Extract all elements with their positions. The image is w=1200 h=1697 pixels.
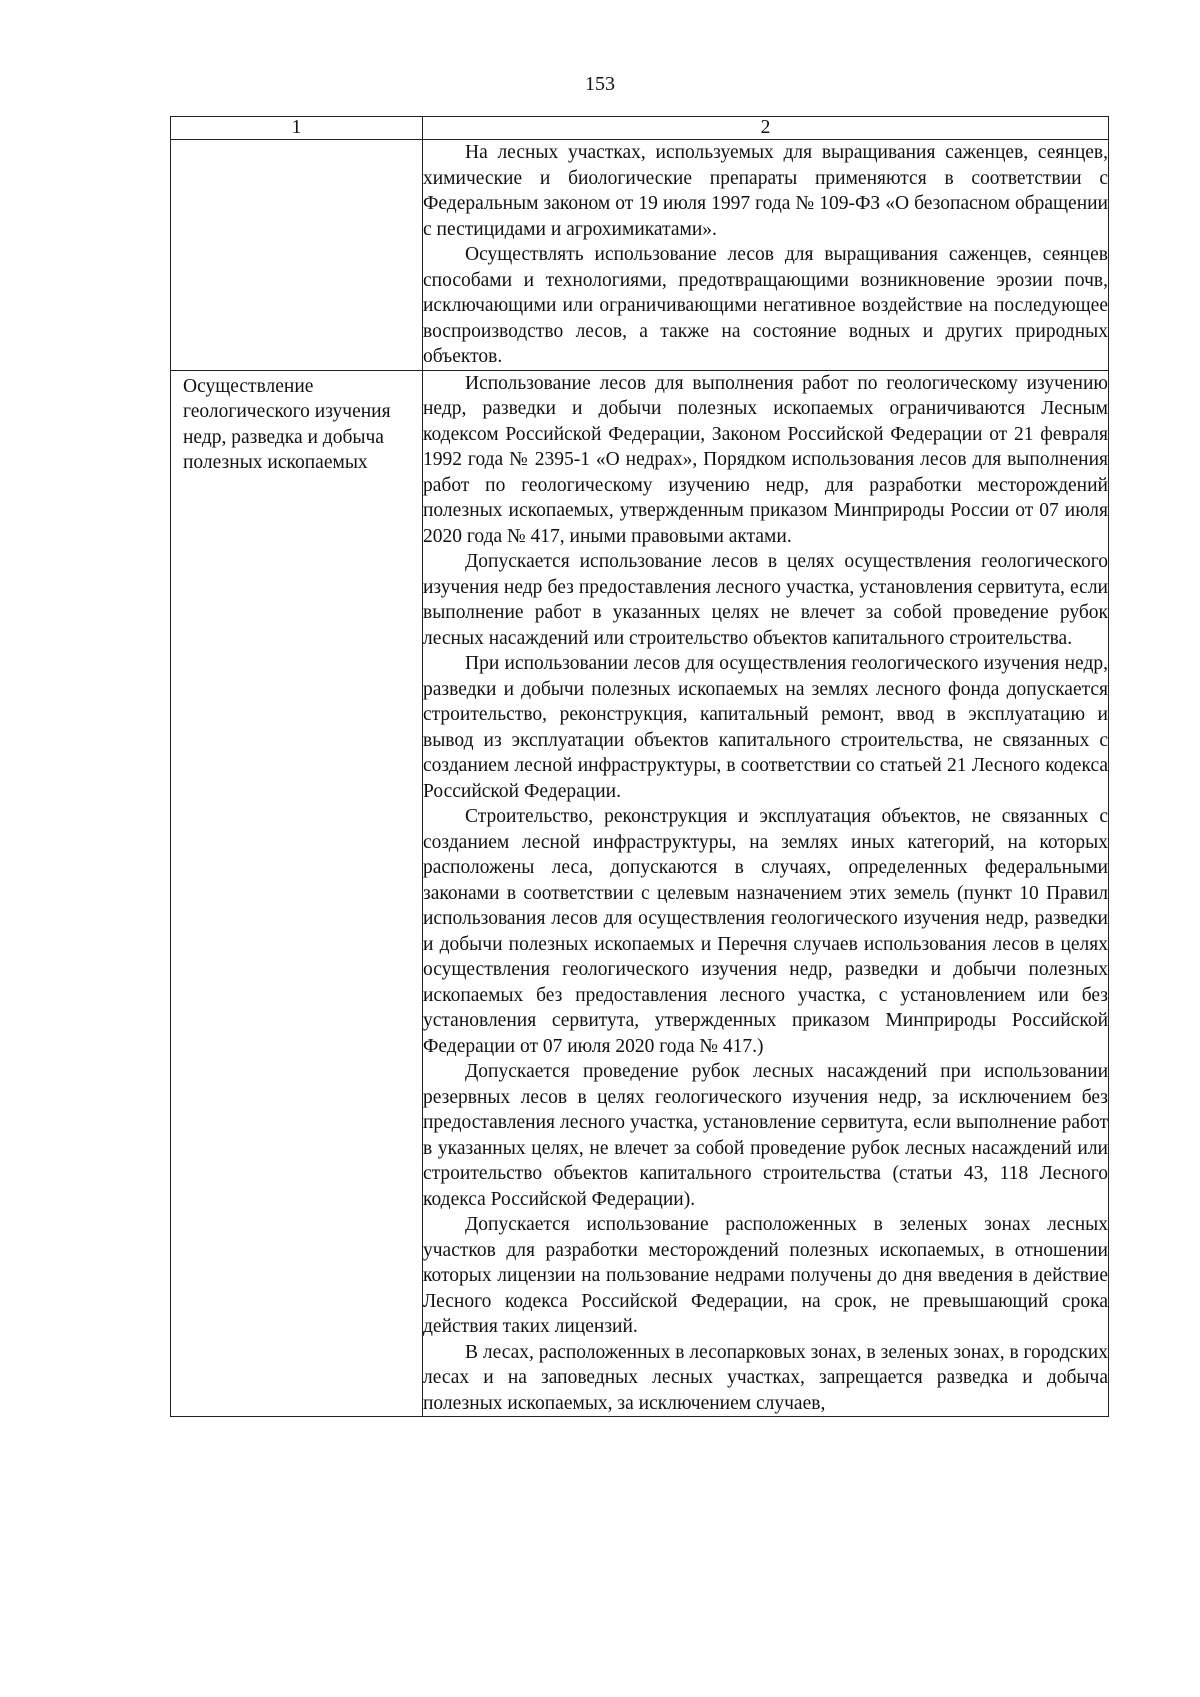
document-table	[170, 116, 1109, 1417]
paragraph: Допускается использование расположенных в зеленых зонах лесных участков для разработки месторождений полезных ископаемых, в отношении которых лицензии на пользование недрами получены до дня введения в действие Лесного кодекса Российской Федерации, на срок, не превышающий срока действия таких лицензий.	[423, 1214, 1108, 1337]
table-cell-content	[423, 370, 1109, 1417]
column-header-1: 1	[171, 117, 423, 140]
paragraph: Допускается использование лесов в целях осуществления геологического изучения недр без предоставления лесного участка, установления сервитута, если выполнение работ в указанных целях не влечет за собой проведение рубок лесных насаждений или строительство объектов капитального строительства.	[423, 551, 1108, 649]
table-row	[171, 370, 1109, 1417]
paragraph: На лесных участках, используемых для выращивания саженцев, сеянцев, химические и биологические препараты применяются в соответствии с Федеральным законом от 19 июля 1997 года № 109-ФЗ «О безопасном обращении с пестицидами и агрохимикатами».	[423, 142, 1108, 240]
topic-text: Осуществление геологического изучения недр, разведка и добыча полезных ископаемых	[183, 375, 391, 473]
table-cell-topic	[171, 370, 423, 1417]
paragraph: Строительство, реконструкция и эксплуатация объектов, не связанных с созданием лесной инфраструктуры, на землях иных категорий, на которых расположены леса, допускаются в случаях, определенных федеральными законами в соответствии с целевым назначением этих земель (пункт 10 Правил использования лесов для осуществления геологического изучения недр, разведки и добычи полезных ископаемых и Перечня случаев использования лесов в целях осуществления геологического изучения недр, разведки и добычи полезных ископаемых без предоставления лесного участка, с установлением или без установления сервитута, утвержденных приказом Минприроды Российской Федерации от 07 июля 2020 года № 417.)	[423, 806, 1108, 1057]
table-cell-content	[423, 140, 1109, 371]
table-row	[171, 140, 1109, 371]
table-cell-topic	[171, 140, 423, 371]
column-header-2: 2	[423, 117, 1109, 140]
paragraph: При использовании лесов для осуществления геологического изучения недр, разведки и добычи полезных ископаемых на землях лесного фонда допускается строительство, реконструкция, капитальный ремонт, ввод в эксплуатацию и вывод из эксплуатации объектов капитального строительства, не связанных с созданием лесной инфраструктуры, в соответствии со статьей 21 Лесного кодекса Российской Федерации.	[423, 653, 1108, 802]
paragraph: Осуществлять использование лесов для выращивания саженцев, сеянцев способами и технологиями, предотвращающими возникновение эрозии почв, исключающими или ограничивающими негативное воздействие на последующее воспроизводство лесов, а также на состояние водных и других природных объектов.	[423, 244, 1108, 367]
paragraph: Использование лесов для выполнения работ по геологическому изучению недр, разведки и добычи полезных ископаемых ограничиваются Лесным кодексом Российской Федерации, Законом Российской Федерации от 21 февраля 1992 года № 2395-1 «О недрах», Порядком использования лесов для выполнения работ по геологическому изучению недр, для разработки месторождений полезных ископаемых, утвержденным приказом Минприроды России от 07 июля 2020 года № 417, иными правовыми актами.	[423, 372, 1108, 547]
topic-text	[171, 140, 422, 143]
page-number: 153	[585, 73, 615, 95]
paragraph: В лесах, расположенных в лесопарковых зонах, в зеленых зонах, в городских лесах и на заповедных лесных участках, запрещается разведка и добыча полезных ископаемых, за исключением случаев,	[423, 1341, 1108, 1414]
table-header-row	[171, 117, 1109, 140]
paragraph: Допускается проведение рубок лесных насаждений при использовании резервных лесов в целях геологического изучения недр, за исключением без предоставления лесного участка, установление сервитута, если выполнение работ в указанных целях, не влечет за собой проведение рубок лесных насаждений или строительство объектов капитального строительства (статьи 43, 118 Лесного кодекса Российской Федерации).	[423, 1061, 1108, 1210]
